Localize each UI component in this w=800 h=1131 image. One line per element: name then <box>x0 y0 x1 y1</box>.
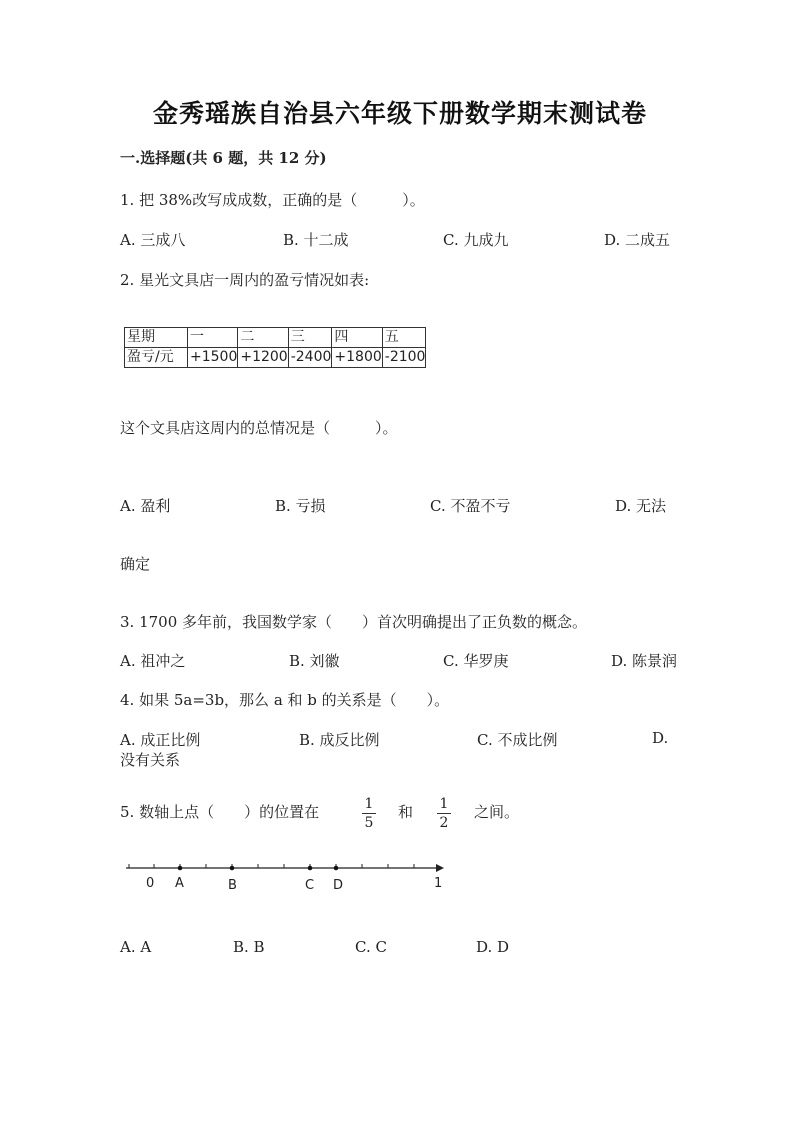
point-a-dot <box>178 866 183 871</box>
q4-option-c: C. 不成比例 <box>477 731 558 749</box>
question-2: 2. 星光文具店一周内的盈亏情况如表: <box>120 271 370 289</box>
table-cell: +1800 <box>332 348 382 368</box>
q4-option-b: B. 成反比例 <box>299 731 380 749</box>
q4-option-d: D. <box>652 729 669 747</box>
table-cell: 三 <box>288 328 332 348</box>
table-cell: 二 <box>238 328 288 348</box>
q2-option-a: A. 盈利 <box>120 497 171 515</box>
fraction-denominator: 5 <box>364 815 374 831</box>
question-4: 4. 如果 5a=3b，那么 a 和 b 的关系是（ ）。 <box>120 691 450 709</box>
q5-option-c: C. C <box>355 938 387 956</box>
q2-option-c: C. 不盈不亏 <box>430 497 511 515</box>
q3-option-a: A. 祖冲之 <box>120 652 186 670</box>
table-cell: -2100 <box>382 348 426 368</box>
q1-option-d: D. 二成五 <box>604 231 671 249</box>
fraction-bar <box>437 813 451 814</box>
q1-option-a: A. 三成八 <box>120 231 186 249</box>
fraction-denominator: 2 <box>439 815 449 831</box>
fraction-one-fifth <box>362 796 376 831</box>
page-title: 金秀瑶族自治县六年级下册数学期末测试卷 <box>152 99 647 128</box>
q3-option-b: B. 刘徽 <box>289 652 340 670</box>
number-line-label-0: 0 <box>146 876 155 891</box>
point-c-dot <box>308 866 313 871</box>
point-b-dot <box>230 866 235 871</box>
q5-option-a: A. A <box>120 938 152 956</box>
q5-option-b: B. B <box>233 938 265 956</box>
table-cell: 一 <box>188 328 238 348</box>
number-line-label-c: C <box>305 878 315 893</box>
table-cell: 四 <box>332 328 382 348</box>
q2-option-d: D. 无法 <box>615 497 667 515</box>
question-5-and: 和 <box>398 803 414 821</box>
q3-option-c: C. 华罗庚 <box>443 652 509 670</box>
question-2-prompt: 这个文具店这周内的总情况是（ ）。 <box>120 419 398 437</box>
q1-option-b: B. 十二成 <box>283 231 349 249</box>
table-cell: -2400 <box>288 348 332 368</box>
q4-option-d-continued: 没有关系 <box>120 751 181 769</box>
profit-loss-table <box>124 327 426 368</box>
table-cell: +1200 <box>238 348 288 368</box>
q5-option-d: D. D <box>476 938 510 956</box>
q3-option-d: D. 陈景润 <box>611 652 678 670</box>
question-5: 5. 数轴上点（ ）的位置在 <box>120 803 320 821</box>
question-3: 3. 1700 多年前，我国数学家（ ）首次明确提出了正负数的概念。 <box>120 613 588 631</box>
fraction-one-half <box>437 796 451 831</box>
q2-option-d-continued: 确定 <box>120 555 151 573</box>
number-line-label-b: B <box>228 878 237 893</box>
table-row <box>125 348 426 368</box>
question-5-end: 之间。 <box>474 803 520 821</box>
q4-option-a: A. 成正比例 <box>120 731 201 749</box>
fraction-bar <box>362 813 376 814</box>
number-line-label-d: D <box>333 878 344 893</box>
table-header-row <box>125 328 426 348</box>
point-d-dot <box>334 866 339 871</box>
q1-option-c: C. 九成九 <box>443 231 509 249</box>
fraction-numerator: 1 <box>364 796 374 812</box>
table-cell: +1500 <box>188 348 238 368</box>
table-cell: 五 <box>382 328 426 348</box>
arrow-head-icon <box>436 864 444 872</box>
table-cell: 星期 <box>125 328 188 348</box>
table-cell: 盈亏/元 <box>125 348 188 368</box>
fraction-numerator: 1 <box>439 796 449 812</box>
q2-option-b: B. 亏损 <box>275 497 326 515</box>
number-line-label-a: A <box>175 876 184 891</box>
number-line <box>124 858 454 882</box>
section-heading: 一.选择题(共 6 题，共 12 分) <box>120 149 327 167</box>
number-line-label-1: 1 <box>434 876 443 891</box>
question-1: 1. 把 38%改写成成数，正确的是（ ）。 <box>120 191 425 209</box>
